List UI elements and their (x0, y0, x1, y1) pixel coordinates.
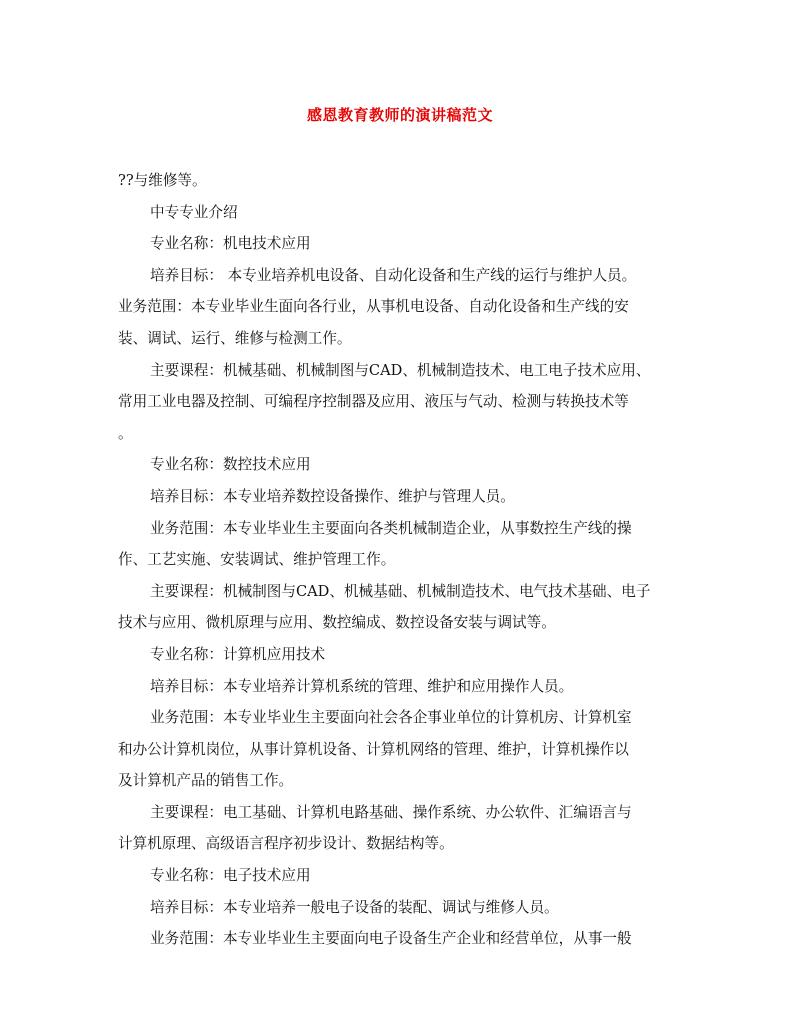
text-line: 培养目标：本专业培养数控设备操作、维护与管理人员。 (150, 487, 515, 505)
text-line: 主要课程：机械制图与CAD、机械基础、机械制造技术、电气技术基础、电子 (150, 582, 651, 600)
document-title: 感恩教育教师的演讲稿范文 (306, 106, 493, 124)
text-line: 培养目标：本专业培养计算机系统的管理、维护和应用操作人员。 (150, 677, 574, 695)
text-line: 专业名称：电子技术应用 (150, 867, 311, 885)
text-line: 作、工艺实施、安装调试、维护管理工作。 (118, 551, 396, 569)
text-line: 业务范围：本专业毕业生主要面向社会各企事业单位的计算机房、计算机室 (150, 709, 632, 727)
text-line: 技术与应用、微机原理与应用、数控编成、数控设备安装与调试等。 (118, 614, 556, 632)
text-line: 专业名称：计算机应用技术 (150, 645, 326, 663)
text-line: 计算机原理、高级语言程序初步设计、数据结构等。 (118, 835, 454, 853)
text-line: 业务范围：本专业毕业生主要面向各类机械制造企业，从事数控生产线的操 (150, 519, 632, 537)
text-line: 中专专业介绍 (150, 203, 238, 221)
text-line: 装、调试、运行、维修与检测工作。 (118, 329, 352, 347)
text-line: 和办公计算机岗位，从事计算机设备、计算机网络的管理、维护，计算机操作以 (118, 740, 629, 758)
text-line: 主要课程：机械基础、机械制图与CAD、机械制造技术、电工电子技术应用、 (150, 361, 651, 379)
text-line: 专业名称：机电技术应用 (150, 235, 311, 253)
text-line: 常用工业电器及控制、可编程序控制器及应用、液压与气动、检测与转换技术等 (118, 393, 629, 411)
text-line: 。 (118, 424, 133, 442)
text-line: 专业名称：数控技术应用 (150, 456, 311, 474)
text-line: ??与维修等。 (118, 172, 207, 189)
text-line: 及计算机产品的销售工作。 (118, 772, 294, 790)
text-line: 培养目标：本专业培养一般电子设备的装配、调试与维修人员。 (150, 898, 559, 916)
text-line: 培养目标： 本专业培养机电设备、自动化设备和生产线的运行与维护人员。 (150, 266, 637, 284)
text-line: 业务范围：本专业毕业生主要面向电子设备生产企业和经营单位，从事一般 (150, 930, 632, 948)
document-body (118, 165, 683, 955)
text-line: 主要课程：电工基础、计算机电路基础、操作系统、办公软件、汇编语言与 (150, 803, 632, 821)
text-line: 业务范围：本专业毕业生面向各行业，从事机电设备、自动化设备和生产线的安 (118, 298, 629, 316)
